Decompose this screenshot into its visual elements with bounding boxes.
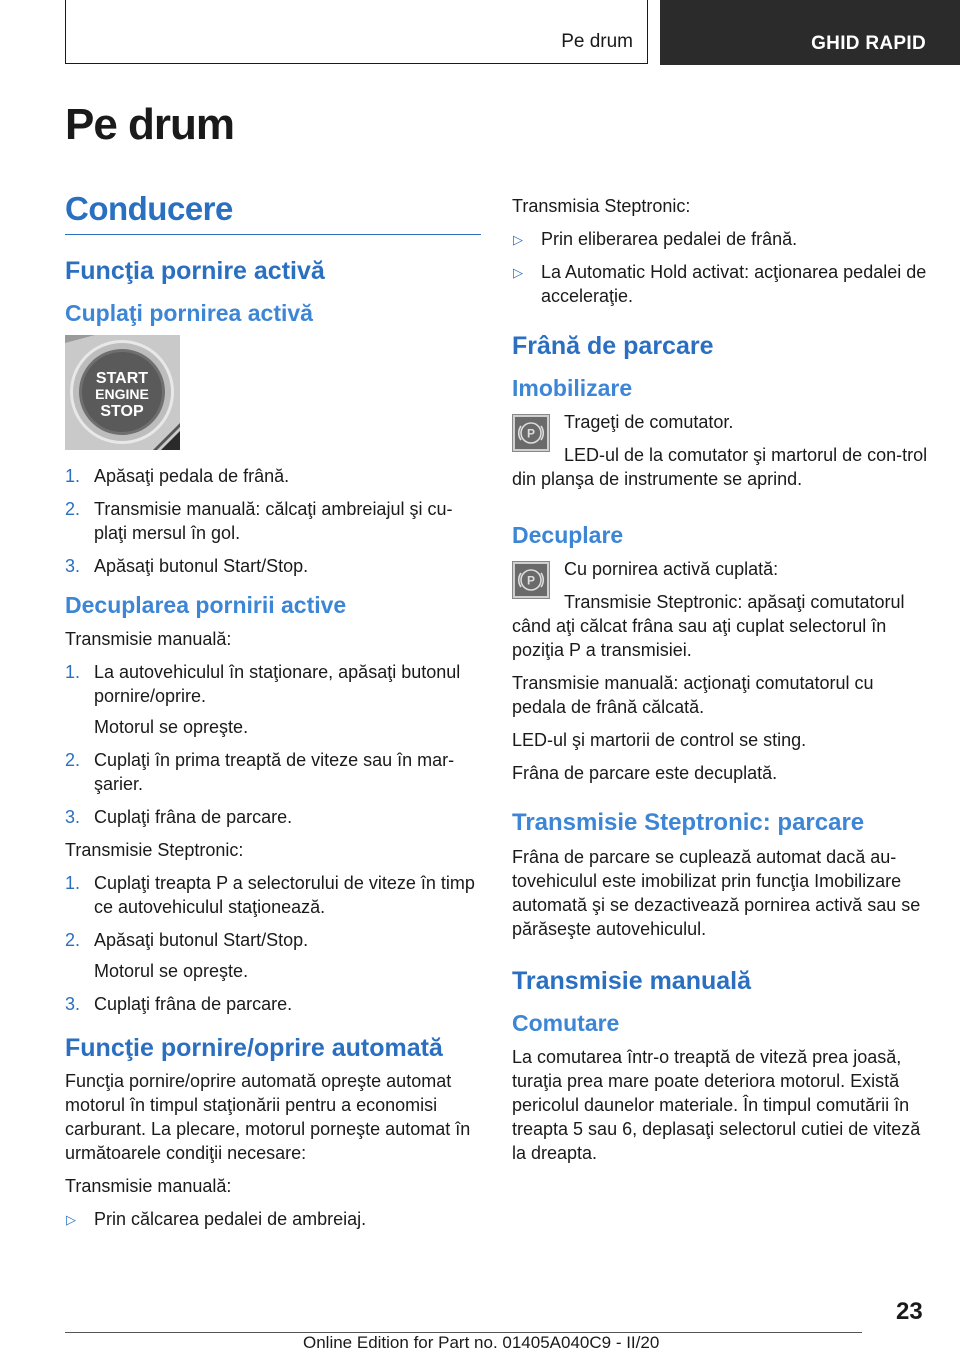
- immobilize-line-1: Trageţi de comutator.: [564, 412, 734, 432]
- stop-label: STOP: [100, 403, 144, 420]
- list-item: 3. Apăsaţi butonul Start/Stop.: [65, 556, 309, 576]
- list-item: 2. Cuplaţi în prima treaptă de viteze sau în mar‐şarier.: [65, 750, 455, 794]
- list-item: ▷ Prin eliberarea pedalei de frână.: [513, 229, 798, 249]
- heading-release: Decuplare: [512, 522, 624, 548]
- shifting-text: La comutarea într-o treaptă de viteză prea joasă, turaţia prea mare poate deteriora motorul. Există pericolul daunelor materiale. În timpul comutării în treapta 5 sau 6, deplasaţi selectorul cutiei de viteză la dreapta.: [512, 1047, 921, 1163]
- manual-transmission-label: Transmisie manuală:: [65, 629, 232, 649]
- immobilize-block: [512, 410, 928, 500]
- release-done-text: Frâna de parcare este decuplată.: [512, 763, 778, 783]
- footer-edition: Online Edition for Part no. 01405A040C9 - II/20: [303, 1333, 660, 1352]
- release-block: [512, 557, 928, 671]
- heading-immobilize: Imobilizare: [512, 375, 633, 401]
- heading-steptronic-parking: Transmisie Steptronic: parcare: [512, 809, 865, 836]
- steptronic-steps-list: [65, 871, 481, 1016]
- auto-manual-label: Transmisie manuală:: [65, 1176, 232, 1196]
- auto-manual-bullets: [65, 1207, 481, 1231]
- auto-start-stop-text: Funcţia pornire/oprire automată opreşte automat motorul în timpul staţionării pentru a economisi carburant. La plecare, motorul porneşte automat în următoarele condiţii necesare:: [65, 1071, 471, 1163]
- steptronic-parking-text: Frâna de parcare se cuplează automat dacă au‐tovehiculul este imobilizat prin funcţia Imobilizare automată şi se dezactivează pornirea activă sau se părăseşte autovehiculul.: [512, 847, 921, 939]
- release-line-2: Transmisie Steptronic: apăsaţi comutatorul când aţi călcat frâna sau aţi cuplat selectorul în poziţia P a transmisiei.: [512, 592, 905, 660]
- left-column: [65, 190, 481, 1240]
- engage-steps-list: [65, 464, 481, 578]
- steptronic-bullets: [512, 227, 928, 308]
- parking-brake-icon: [512, 561, 550, 599]
- list-item: ▷ Prin călcarea pedalei de ambreiaj.: [66, 1209, 367, 1229]
- release-line-1: Cu pornirea activă cuplată:: [564, 559, 779, 579]
- list-item: 3. Cuplaţi frâna de parcare.: [65, 994, 293, 1014]
- list-item: 2. Transmisie manuală: călcaţi ambreiajul şi cu‐plaţi mersul în gol.: [65, 499, 453, 543]
- list-item: 3. Cuplaţi frâna de parcare.: [65, 807, 293, 827]
- start-label: START: [95, 370, 149, 387]
- list-item: 1. La autovehiculul în staţionare, apăsaţi butonul pornire/oprire. Motorul se opreşte.: [65, 662, 461, 737]
- heading-disengage-active-start: Decuplarea pornirii active: [65, 592, 347, 618]
- page-title: Pe drum: [65, 100, 235, 149]
- manual-steps-list: [65, 660, 481, 829]
- heading-active-start: Funcţia pornire activă: [65, 257, 325, 285]
- header-section-box: [65, 0, 648, 64]
- steptronic-label: Transmisia Steptronic:: [512, 196, 691, 216]
- list-item: 2. Apăsaţi butonul Start/Stop. Motorul se opreşte.: [65, 930, 309, 981]
- section-heading-rule: [65, 190, 481, 235]
- heading-engage-active-start: Cuplaţi pornirea activă: [65, 300, 313, 326]
- start-engine-stop-button-icon: [65, 335, 180, 450]
- release-manual-text: Transmisie manuală: acţionaţi comutatorul cu pedala de frână călcată.: [512, 673, 874, 717]
- release-led-text: LED-ul şi martorii de control se sting.: [512, 730, 807, 750]
- parking-brake-icon: [512, 414, 550, 452]
- engine-label: ENGINE: [95, 386, 149, 402]
- section-heading-driving: Conducere: [65, 190, 233, 227]
- heading-auto-start-stop: Funcţie pornire/oprire automată: [65, 1034, 443, 1062]
- svg-text:P: P: [526, 426, 536, 441]
- header-guide-label: GHID RAPID: [811, 33, 926, 54]
- list-item: 1. Cuplaţi treapta P a selectorului de viteze în timp ce autovehiculul staţionează.: [65, 873, 475, 917]
- heading-shifting: Comutare: [512, 1010, 620, 1036]
- header-section-label: Pe drum: [561, 31, 633, 52]
- page-number: 23: [896, 1298, 923, 1325]
- immobilize-line-2: LED-ul de la comutator şi martorul de con‐trol din planşa de instrumente se aprind.: [512, 445, 928, 489]
- heading-parking-brake: Frână de parcare: [512, 332, 714, 360]
- steptronic-label: Transmisie Steptronic:: [65, 840, 244, 860]
- heading-manual-transmission: Transmisie manuală: [512, 967, 752, 995]
- list-item: 1. Apăsaţi pedala de frână.: [65, 466, 290, 486]
- header-guide-tab: [660, 0, 960, 65]
- list-item: ▷ La Automatic Hold activat: acţionarea pedalei de acceleraţie.: [513, 262, 927, 306]
- right-column: [512, 194, 928, 1174]
- svg-text:P: P: [526, 573, 536, 588]
